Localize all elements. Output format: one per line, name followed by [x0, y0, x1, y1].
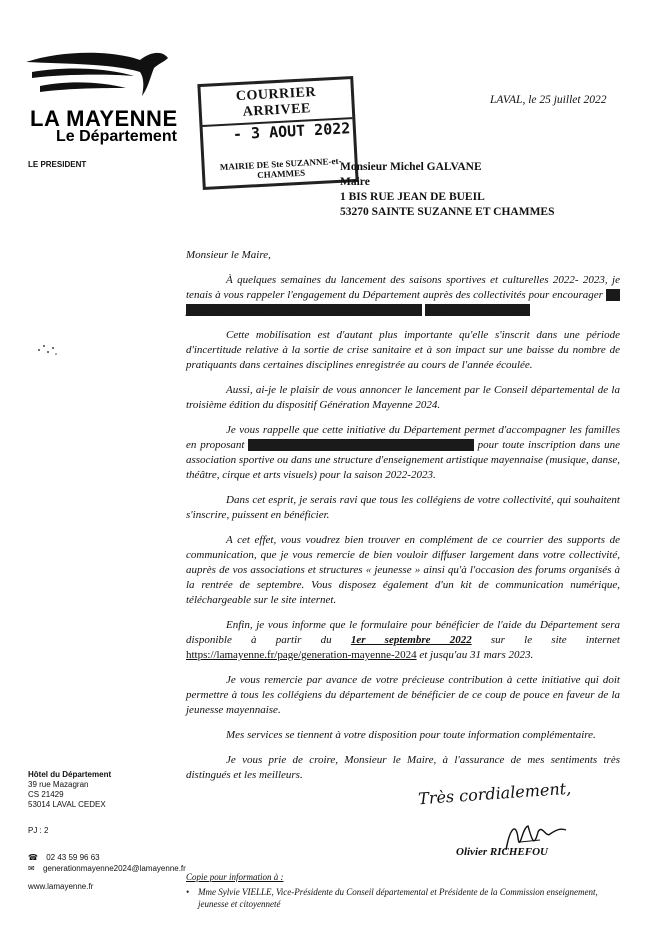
email-row [28, 863, 186, 874]
copy-label: Copie pour information à : [186, 872, 284, 882]
paragraph-1-text: À quelques semaines du lancement des saisons sportives et culturelles 2022- 2023, je tenais à vous rappeler l'engagement du Département auprès des collectivités pour encourager [186, 274, 620, 301]
stamp-title: COURRIER ARRIVEE [201, 83, 353, 127]
president-label: LE PRESIDENT [28, 160, 87, 169]
paragraph-4 [186, 423, 620, 483]
address-title: Hôtel du Département [28, 770, 112, 779]
envelope-icon: ✉ [28, 864, 35, 873]
paragraph-7-text-a: Enfin, je vous informe que le formulaire pour bénéficier de l'aide du Département sera disponible à partir du [186, 619, 620, 646]
place-date: LAVAL, le 25 juillet 2022 [490, 94, 607, 106]
handwritten-closing: Très cordialement, [417, 778, 572, 809]
address-block [28, 770, 111, 810]
recipient-name: Monsieur Michel GALVANE [340, 161, 482, 173]
paragraph-7-text-c: et jusqu'au 31 mars 2023. [416, 649, 534, 661]
stamp-date: - 3 AOUT 2022 [232, 119, 351, 144]
paragraph-8: Je vous remercie par avance de votre précieuse contribution à cette initiative qui doit permettre à tous les collégiens du département de bénéficier de ce coup de pouce en faveur de la jeunesse mayennaise. [186, 674, 620, 716]
copy-recipient-text: Mme Sylvie VIELLE, Vice-Présidente du Conseil départemental et Présidente de la Commission enseignement, jeunesse et citoyenneté [198, 887, 598, 909]
paragraph-1 [186, 273, 620, 318]
ink-smudge-icon [34, 340, 60, 360]
recipient-street: 1 BIS RUE JEAN DE BUEIL [340, 191, 485, 203]
paragraph-7-text-b: sur le site internet [471, 634, 620, 646]
paragraph-6: A cet effet, vous voudrez bien trouver en complément de ce courrier des supports de communication, que je vous remercie de bien vouloir diffuser largement dans votre collectivité, auprès de vos associations et structures « jeunesse » ainsi qu'à l'occasion des forums organisés à la rentrée de septembre. Vous disposez également d'un kit de communication numérique, téléchargeable sur le site internet. [186, 534, 620, 606]
email-address[interactable]: generationmayenne2024@lamayenne.fr [42, 864, 186, 873]
copy-recipient [186, 886, 626, 910]
redacted-aid-amount: une aide forfaitaire de 25 € à tous les collégiens [250, 439, 472, 451]
paragraph-4-text-b: pour toute inscription dans une association sportive ou dans une structure d'enseignement artistique mayennaise (musique, danse, théâtre, cirque et arts visuels) pour la saison 2022-2023. [186, 439, 621, 481]
signatory-name: Olivier RICHEFOU [456, 846, 548, 858]
recipient-city: 53270 SAINTE SUZANNE ET CHAMMES [340, 206, 555, 218]
address-line-1: 39 rue Mazagran [28, 780, 89, 789]
paragraph-2: Cette mobilisation est d'autant plus importante qu'elle s'inscrit dans une période d'incertitude relative à la sortie de crise sanitaire et à son impact sur une baisse du nombre de pratiquants dans certaines disciplines enregistrée au cours de l'année écoulée. [186, 329, 620, 371]
paragraph-4-text-a: Je vous rappelle que cette initiative du Département permet d'accompagner les familles en proposant [186, 424, 620, 451]
website-footer[interactable]: www.lamayenne.fr [28, 882, 94, 891]
phone-number: 02 43 59 96 63 [46, 853, 100, 862]
address-line-2: CS 21429 [28, 790, 64, 799]
bullet-icon: • [186, 887, 190, 897]
org-name: LA MAYENNE [30, 106, 178, 131]
recipient-title: Maire [340, 176, 370, 188]
paragraph-10: Je vous prie de croire, Monsieur le Maire, à l'assurance de mes sentiments très distingués et les meilleurs. [186, 754, 620, 781]
org-subtitle: Le Département [56, 128, 177, 145]
redacted-text-2: culturelle en Mayenne. [427, 304, 528, 316]
reception-stamp [197, 76, 358, 190]
attachments-count: PJ : 2 [28, 826, 49, 835]
phone-icon: ☎ [28, 853, 38, 862]
paragraph-7 [186, 618, 620, 663]
stamp-mairie: MAIRIE DE Ste SUZANNE-et-CHAMMES [219, 155, 342, 181]
paragraph-5: Dans cet esprit, je serais ravi que tous les collégiens de votre collectivité, qui souhaitent s'inscrire, puissent en bénéficier. [186, 494, 620, 521]
redacted-text: les jeunes collégiens à pratiquer une activité physique et [186, 289, 620, 316]
contact-block [28, 852, 186, 874]
horse-logo-icon [22, 44, 172, 104]
letter-body [186, 248, 620, 793]
availability-date: 1er septembre 2022 [350, 634, 472, 646]
address-line-3: 53014 LAVAL CEDEX [28, 800, 106, 809]
phone-row [28, 852, 186, 863]
recipient-block [340, 160, 555, 220]
paragraph-3: Aussi, ai-je le plaisir de vous annoncer le lancement par le Conseil départemental de la troisième édition du dispositif Génération Mayenne 2024. [186, 384, 620, 411]
paragraph-9: Mes services se tiennent à votre disposition pour toute information complémentaire. [226, 729, 596, 741]
website-link[interactable]: https://lamayenne.fr/page/generation-mayenne-2024 [186, 649, 417, 661]
salutation: Monsieur le Maire, [186, 249, 271, 261]
